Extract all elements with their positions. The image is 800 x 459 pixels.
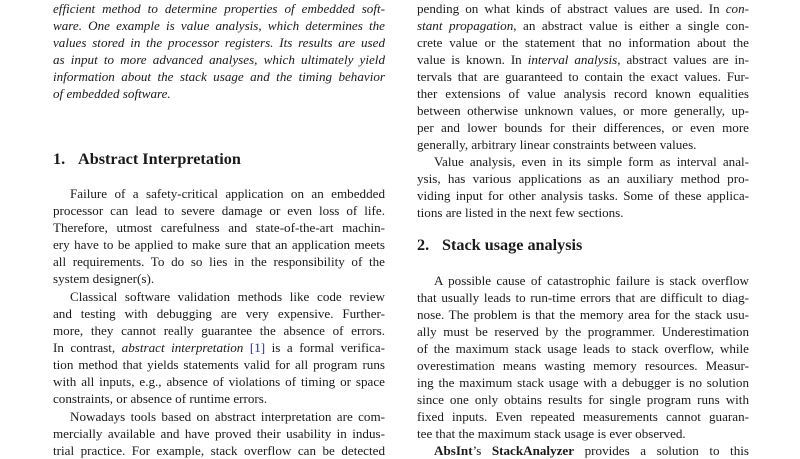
text-line: A possible cause of catastrophic failure is stack overflow [434, 273, 749, 288]
text-line: tee that the maximum stack usage is ever observed. [417, 426, 686, 441]
text-line: generally, arbitrary linear constraints between values. [417, 137, 697, 152]
section-number: 2. [417, 236, 430, 254]
section-title: Stack usage analysis [442, 236, 583, 254]
text-line: tervals that are guaranteed to contain the exact values. Fur- [417, 69, 749, 84]
text-line: ysis, has various applications as an auxiliary method pro- [417, 171, 749, 186]
abstract-line: efficient method to determine properties of embedded soft- [53, 1, 385, 16]
abstract-line: information about the stack usage and the timing behavior [53, 69, 385, 84]
abstract-line: values stored in the processor registers. Its results are used [53, 35, 385, 50]
text-fragment: In contrast, [53, 340, 116, 355]
text-fragment: provides a solution to this [584, 443, 749, 458]
text-line: Value analysis, even in its simple form as interval anal- [434, 154, 749, 169]
product-name: StackAnalyzer [491, 443, 575, 458]
text-line: Failure of a safety-critical application on an embedded [70, 186, 385, 201]
citation-link[interactable]: [1] [249, 340, 266, 355]
emphasized-term: stant propagation [417, 18, 514, 33]
text-line [417, 0, 749, 17]
section-heading-abstract-interpretation [53, 150, 241, 169]
text-line: and testing with debugging are very expensive. Further- [53, 306, 385, 321]
emphasized-term: interval analysis [527, 52, 618, 67]
abstract-line: of embedded software. [53, 86, 171, 101]
text-line: Nowadays tools based on abstract interpretation are com- [70, 409, 385, 424]
text-fragment: value is known. In [417, 52, 522, 67]
text-line: viding input for other analysis tasks. Some of these applica- [417, 188, 749, 203]
section-number: 1. [53, 150, 66, 168]
text-line: tions are listed in the next few sections. [417, 205, 624, 220]
abstract-line: ware. One example is value analysis, which determines the [53, 18, 385, 33]
text-line: system designer(s). [53, 271, 155, 286]
text-line: nose. The problem is that the memory area for the stack usu- [417, 307, 749, 322]
text-line-with-citation [53, 339, 385, 356]
text-line: Classical software validation methods like code review [70, 289, 385, 304]
text-line: between otherwise unknown values, or more generally, up- [417, 103, 749, 118]
emphasized-term: con- [725, 1, 749, 16]
text-fragment: pending on what kinds of abstract values are used. In [417, 1, 720, 16]
section-heading-stack-usage-analysis [417, 236, 582, 255]
text-line [417, 17, 749, 34]
text-line: with all inputs, e.g., absence of violations of timing or space [53, 374, 385, 389]
company-name: AbsInt [434, 443, 473, 458]
text-line: fixed inputs. Even repeated measurements cannot guaran- [417, 409, 749, 424]
text-line: ing the maximum stack usage with a debugger is no solution [417, 375, 749, 390]
text-line: mercially available and have proved their usability in indus- [53, 426, 385, 441]
text-line: Therefore, utmost carefulness and state-of-the-art machin- [53, 220, 385, 235]
text-line [417, 442, 749, 459]
text-line: ally must be reserved by the programmer. Underestimation [417, 324, 749, 339]
text-line: crete value or the statement that no information about the [417, 35, 749, 50]
text-line [417, 51, 749, 68]
text-fragment: ’s [472, 443, 482, 458]
abstract-line: as input to more advanced analyses, which ultimately yield [53, 52, 385, 67]
text-line: since one only obtains results for single program runs with [417, 392, 749, 407]
text-line: all requirements. To do so lies in the responsibility of the [53, 254, 385, 269]
text-line: per and lower bounds for their differences, or even more [417, 120, 749, 135]
text-line: trial practice. For example, stack overflow can be detected [53, 443, 385, 458]
text-line: more, they cannot really guarantee the absence of errors. [53, 323, 385, 338]
emphasized-term: abstract interpretation [121, 340, 244, 355]
text-line: of the maximum stack usage leads to stack overflow, while [417, 341, 749, 356]
text-line: overestimation means wasting memory resources. Measur- [417, 358, 749, 373]
text-line: ery have to be applied to make sure that an application meets [53, 237, 385, 252]
text-fragment: , an abstract value is either a single con- [513, 18, 749, 33]
section-title: Abstract Interpretation [78, 150, 241, 168]
text-line: that usually leads to run-time errors that are difficult to diag- [417, 290, 749, 305]
text-fragment: , abstract values are in- [617, 52, 750, 67]
text-line: constraints, or absence of runtime errors. [53, 391, 268, 406]
text-line: processor can lead to severe damage or even loss of life. [53, 203, 385, 218]
text-line: tion method that yields statements valid for all program runs [53, 357, 385, 372]
text-line: ther extensions of value analysis record known equalities [417, 86, 749, 101]
text-fragment: is a formal verifica- [271, 340, 385, 355]
